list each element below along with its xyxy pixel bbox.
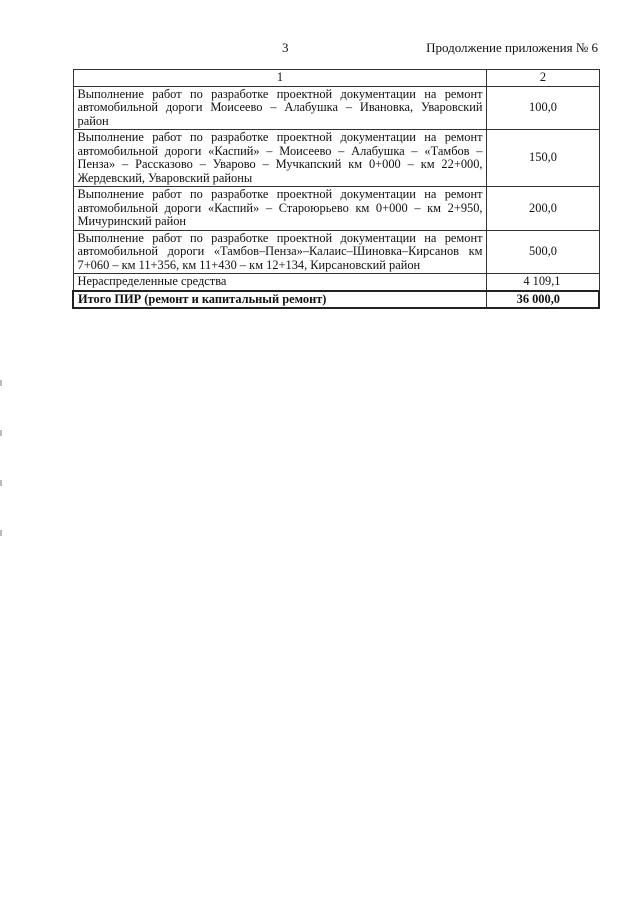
row-description: Выполнение работ по разработке проектной документации на ремонт автомобильной дороги Моисеево – Алабушка – Ивановка, Уваровский район <box>73 86 486 130</box>
scan-margin-marks <box>0 380 3 560</box>
unallocated-label: Нераспределенные средства <box>73 274 486 291</box>
table-row <box>73 86 599 130</box>
table-header-row <box>73 70 599 87</box>
row-description: Выполнение работ по разработке проектной документации на ремонт автомобильной дороги «Каспий» – Староюрьево км 0+000 – км 2+950, Мичуринский район <box>73 187 486 231</box>
unallocated-value: 4 109,1 <box>486 274 599 291</box>
table-row <box>73 187 599 231</box>
row-value: 200,0 <box>486 187 599 231</box>
unallocated-row <box>73 274 599 291</box>
row-description: Выполнение работ по разработке проектной документации на ремонт автомобильной дороги «Тамбов–Пенза»–Калаис–Шиновка–Кирсанов км 7+060 – км 11+356, км 11+430 – км 12+134, Кирсановский район <box>73 230 486 274</box>
row-description: Выполнение работ по разработке проектной документации на ремонт автомобильной дороги «Каспий» – Моисеево – Алабушка – «Тамбов – Пенза» – Рассказово – Уварово – Мучкапский км 0+000 – км 22+000, Жердевский, Уваровский районы <box>73 130 486 187</box>
table-row <box>73 130 599 187</box>
page-number: 3 <box>282 40 289 55</box>
budget-table <box>72 69 600 309</box>
row-value: 500,0 <box>486 230 599 274</box>
total-value: 36 000,0 <box>486 291 599 309</box>
header-note: Продолжение приложения № 6 <box>426 40 598 55</box>
column-header-1: 1 <box>73 70 486 87</box>
row-value: 150,0 <box>486 130 599 187</box>
total-label: Итого ПИР (ремонт и капитальный ремонт) <box>73 291 486 309</box>
row-value: 100,0 <box>486 86 599 130</box>
column-header-2: 2 <box>486 70 599 87</box>
table-row <box>73 230 599 274</box>
total-row <box>73 291 599 309</box>
